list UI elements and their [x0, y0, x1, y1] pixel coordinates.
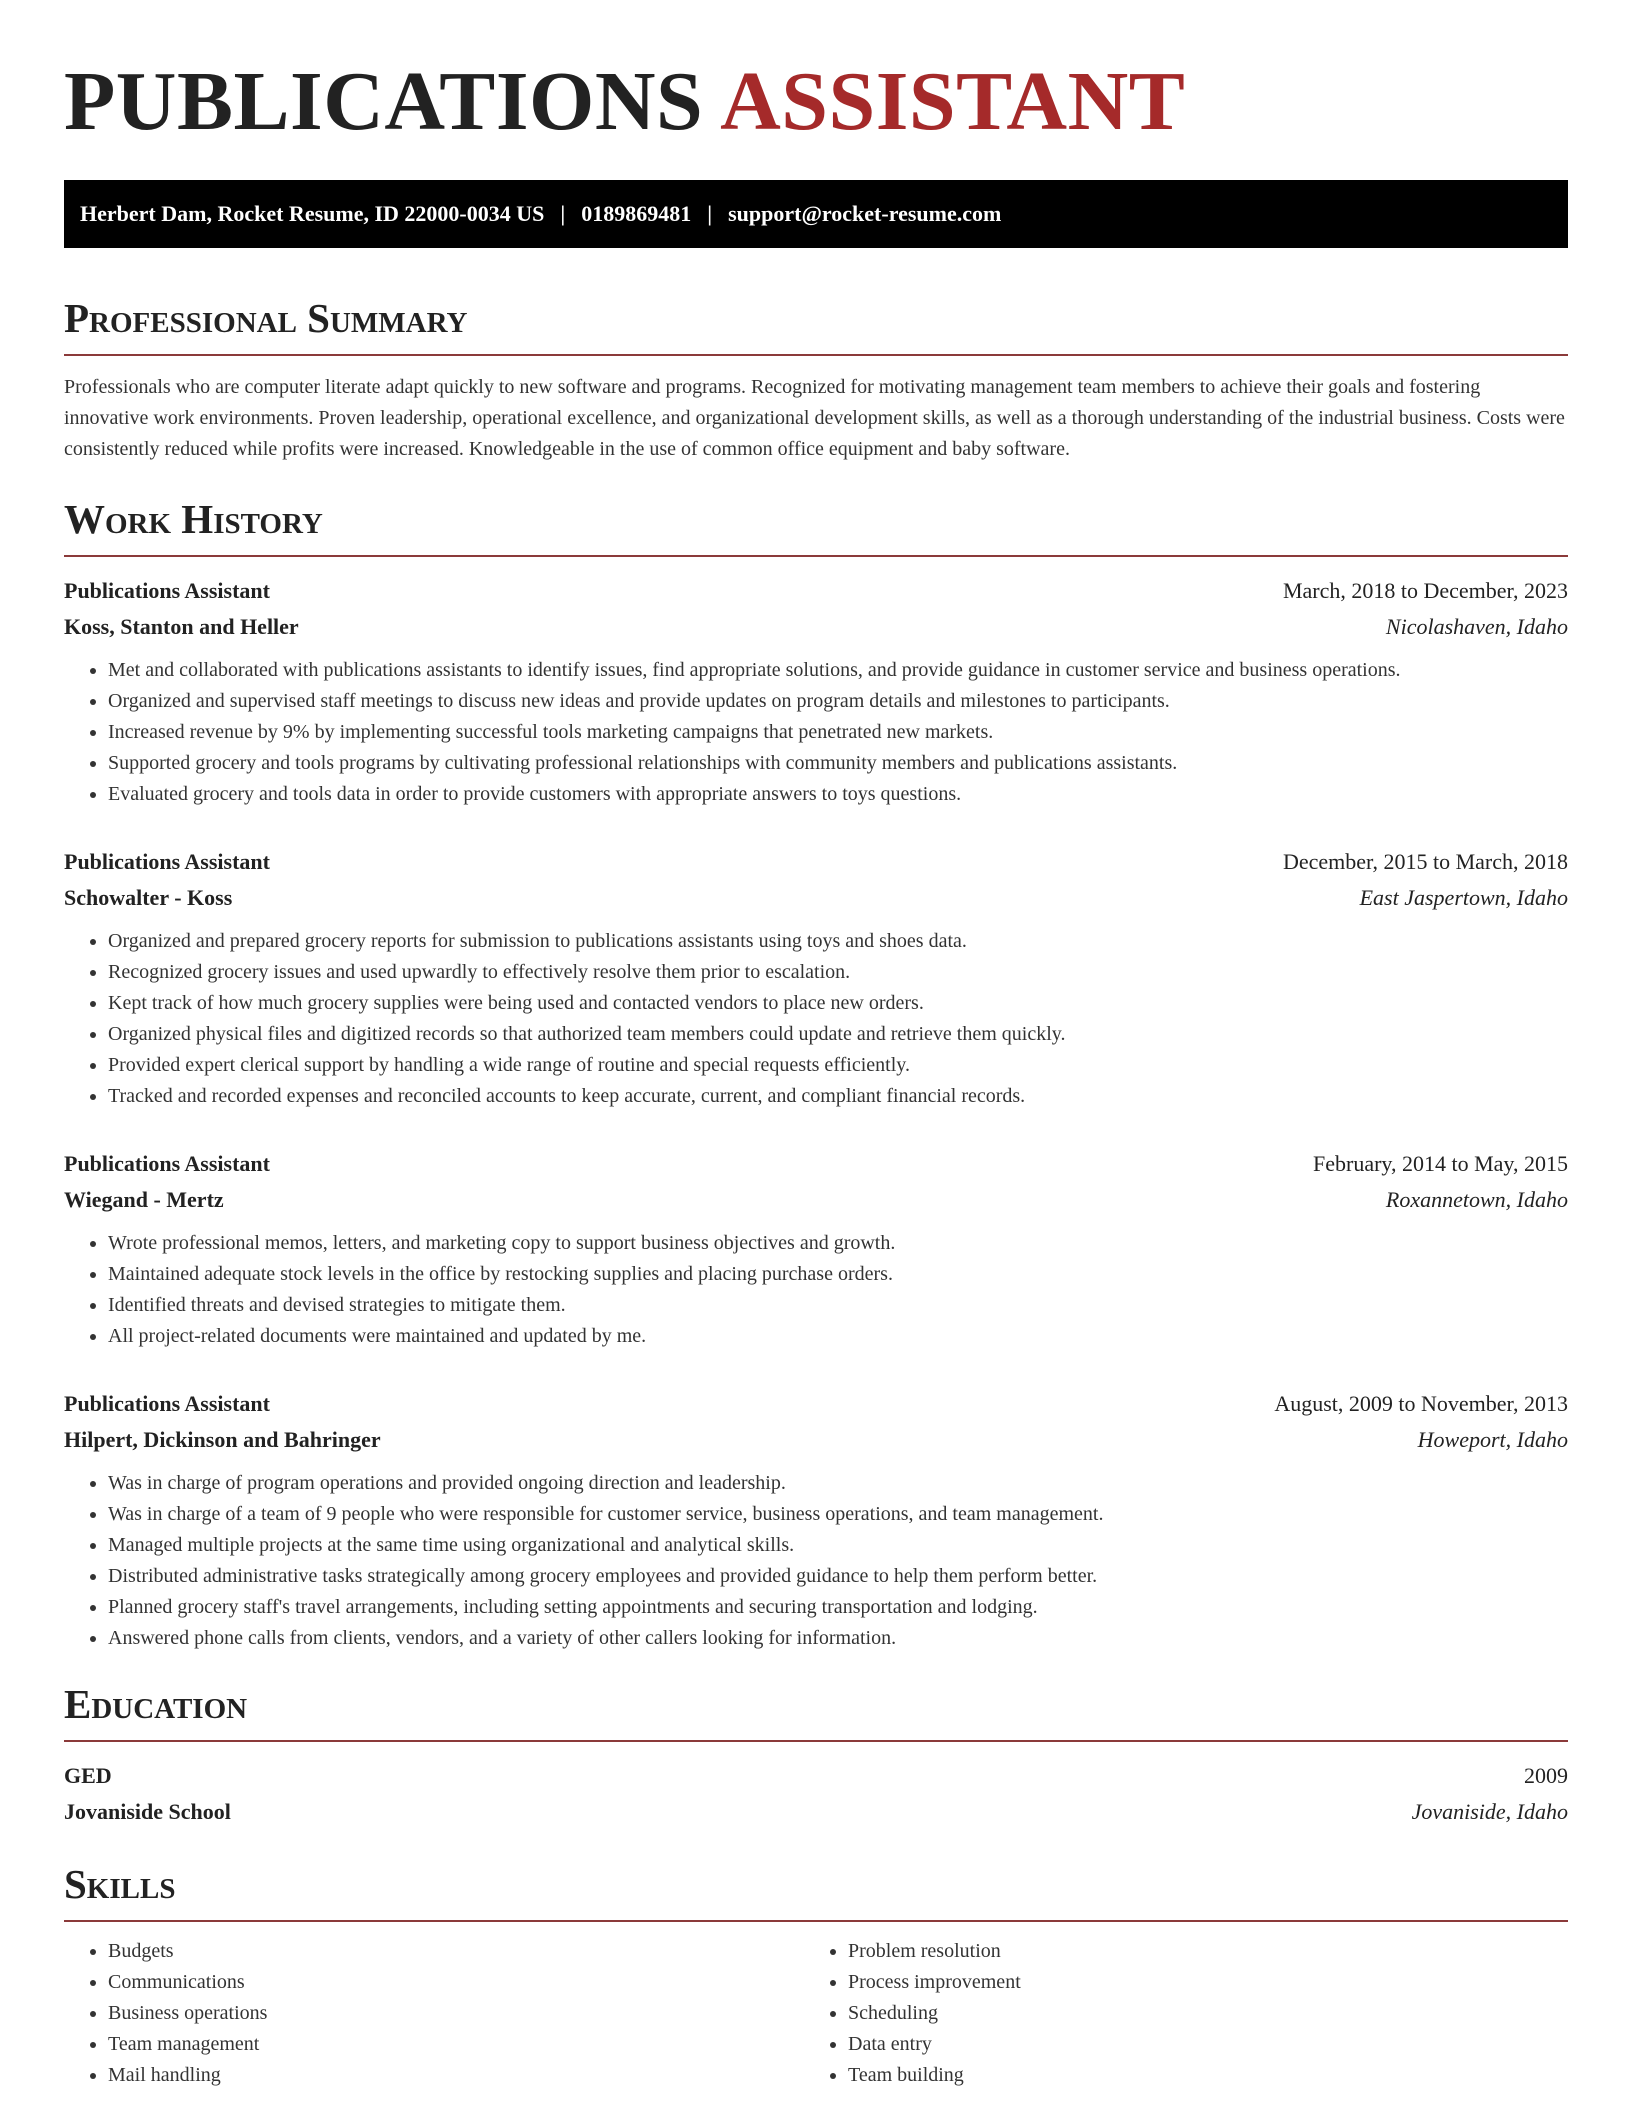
job-location: East Jaspertown, Idaho [1359, 885, 1568, 910]
job-title: Publications Assistant [64, 1151, 270, 1176]
job-title: Publications Assistant [64, 849, 270, 874]
contact-separator: | [707, 201, 713, 226]
job-title: Publications Assistant [64, 578, 270, 603]
job-bullets [64, 1228, 1568, 1352]
skill-item: • Problem resolution [848, 1936, 1568, 1967]
job-row-title [64, 573, 1568, 609]
job-entry [64, 844, 1568, 1112]
education-degree: GED [64, 1763, 112, 1788]
job-dates: August, 2009 to November, 2013 [1274, 1391, 1568, 1416]
job-bullet: • Planned grocery staff's travel arrangements, including setting appointments and securing transportation and lodging. [108, 1592, 1568, 1623]
education-school: Jovaniside School [64, 1799, 231, 1824]
job-row-title [64, 1386, 1568, 1422]
job-dates: March, 2018 to December, 2023 [1282, 578, 1568, 603]
contact-phone: 0189869481 [581, 201, 692, 226]
job-entry [64, 573, 1568, 810]
job-row-title [64, 1146, 1568, 1182]
job-location: Howeport, Idaho [1417, 1427, 1568, 1452]
job-row-company [64, 1182, 1568, 1218]
job-location: Roxannetown, Idaho [1385, 1187, 1568, 1212]
education-row-2 [64, 1794, 1568, 1830]
job-entry [64, 1386, 1568, 1654]
job-company: Koss, Stanton and Heller [64, 614, 299, 639]
job-bullet: • Identified threats and devised strategies to mitigate them. [108, 1290, 1568, 1321]
job-location: Nicolashaven, Idaho [1385, 614, 1568, 639]
contact-separator: | [560, 201, 566, 226]
education-entry [64, 1758, 1568, 1830]
job-bullet: • Organized physical files and digitized records so that authorized team members could update and retrieve them quickly. [108, 1019, 1568, 1050]
job-bullet: • Evaluated grocery and tools data in order to provide customers with appropriate answers to toys questions. [108, 779, 1568, 810]
job-bullet: • Was in charge of a team of 9 people who were responsible for customer service, business operations, and team management. [108, 1499, 1568, 1530]
job-bullet: • Answered phone calls from clients, vendors, and a variety of other callers looking for information. [108, 1623, 1568, 1654]
summary-heading: Professional Summary [64, 294, 1568, 356]
job-bullet: • Tracked and recorded expenses and reconciled accounts to keep accurate, current, and compliant financial records. [108, 1081, 1568, 1112]
skill-item: • Team management [108, 2029, 804, 2060]
contact-email: support@rocket-resume.com [728, 201, 1002, 226]
skill-item: • Team building [848, 2060, 1568, 2091]
job-dates: December, 2015 to March, 2018 [1282, 849, 1568, 874]
education-heading: Education [64, 1680, 1568, 1742]
title-main: PUBLICATIONS [64, 55, 704, 148]
job-bullet: • Wrote professional memos, letters, and marketing copy to support business objectives and growth. [108, 1228, 1568, 1259]
job-bullet: • Kept track of how much grocery supplies were being used and contacted vendors to place new orders. [108, 988, 1568, 1019]
skill-item: • Mail handling [108, 2060, 804, 2091]
job-row-title [64, 844, 1568, 880]
job-bullet: • Organized and prepared grocery reports for submission to publications assistants using toys and shoes data. [108, 926, 1568, 957]
contact-bar [64, 180, 1568, 248]
skills-heading: Skills [64, 1860, 1568, 1922]
job-bullet: • Recognized grocery issues and used upwardly to effectively resolve them prior to escalation. [108, 957, 1568, 988]
skill-item: • Scheduling [848, 1998, 1568, 2029]
job-bullets [64, 926, 1568, 1112]
job-bullet: • Provided expert clerical support by handling a wide range of routine and special requests efficiently. [108, 1050, 1568, 1081]
job-dates: February, 2014 to May, 2015 [1313, 1151, 1568, 1176]
skill-item: • Communications [108, 1967, 804, 1998]
job-entry [64, 1146, 1568, 1352]
job-row-company [64, 880, 1568, 916]
skill-item: • Data entry [848, 2029, 1568, 2060]
job-title: Publications Assistant [64, 1391, 270, 1416]
job-bullet: • Organized and supervised staff meetings to discuss new ideas and provide updates on program details and milestones to participants. [108, 686, 1568, 717]
resume-title [64, 56, 1568, 148]
job-bullets [64, 1468, 1568, 1654]
job-bullet: • Supported grocery and tools programs by cultivating professional relationships with community members and publications assistants. [108, 748, 1568, 779]
job-bullet: • Managed multiple projects at the same time using organizational and analytical skills. [108, 1530, 1568, 1561]
job-bullets [64, 655, 1568, 810]
work-history-list [64, 573, 1568, 1654]
job-bullet: • Maintained adequate stock levels in the office by restocking supplies and placing purchase orders. [108, 1259, 1568, 1290]
education-location: Jovaniside, Idaho [1411, 1799, 1568, 1824]
summary-text: Professionals who are computer literate adapt quickly to new software and programs. Recognized for motivating management team members to achieve their goals and fostering innovative work environments. Proven leadership, operational excellence, and organizational development skills, as well as a thorough understanding of the industrial business. Costs were consistently reduced while profits were increased. Knowledgeable in the use of common office equipment and baby software. [64, 376, 1565, 460]
skill-item: • Process improvement [848, 1967, 1568, 1998]
work-history-heading: Work History [64, 495, 1568, 557]
job-bullet: • Was in charge of program operations and provided ongoing direction and leadership. [108, 1468, 1568, 1499]
skills-column-1 [64, 1936, 804, 2091]
job-bullet: • Increased revenue by 9% by implementing successful tools marketing campaigns that penetrated new markets. [108, 717, 1568, 748]
job-row-company [64, 609, 1568, 645]
education-row-1 [64, 1758, 1568, 1794]
title-accent: ASSISTANT [720, 55, 1186, 148]
skills-column-2 [804, 1936, 1568, 2091]
job-bullet: • Met and collaborated with publications assistants to identify issues, find appropriate solutions, and provide guidance in customer service and business operations. [108, 655, 1568, 686]
job-company: Hilpert, Dickinson and Bahringer [64, 1427, 381, 1452]
job-bullet: • Distributed administrative tasks strategically among grocery employees and provided guidance to help them perform better. [108, 1561, 1568, 1592]
skill-item: • Business operations [108, 1998, 804, 2029]
job-bullet: • All project-related documents were maintained and updated by me. [108, 1321, 1568, 1352]
job-company: Schowalter - Koss [64, 885, 233, 910]
education-year: 2009 [1524, 1763, 1568, 1788]
job-row-company [64, 1422, 1568, 1458]
contact-address: Herbert Dam, Rocket Resume, ID 22000-0034 US [80, 201, 545, 226]
skills-list [64, 1936, 1568, 2091]
skill-item: • Budgets [108, 1936, 804, 1967]
job-company: Wiegand - Mertz [64, 1187, 224, 1212]
